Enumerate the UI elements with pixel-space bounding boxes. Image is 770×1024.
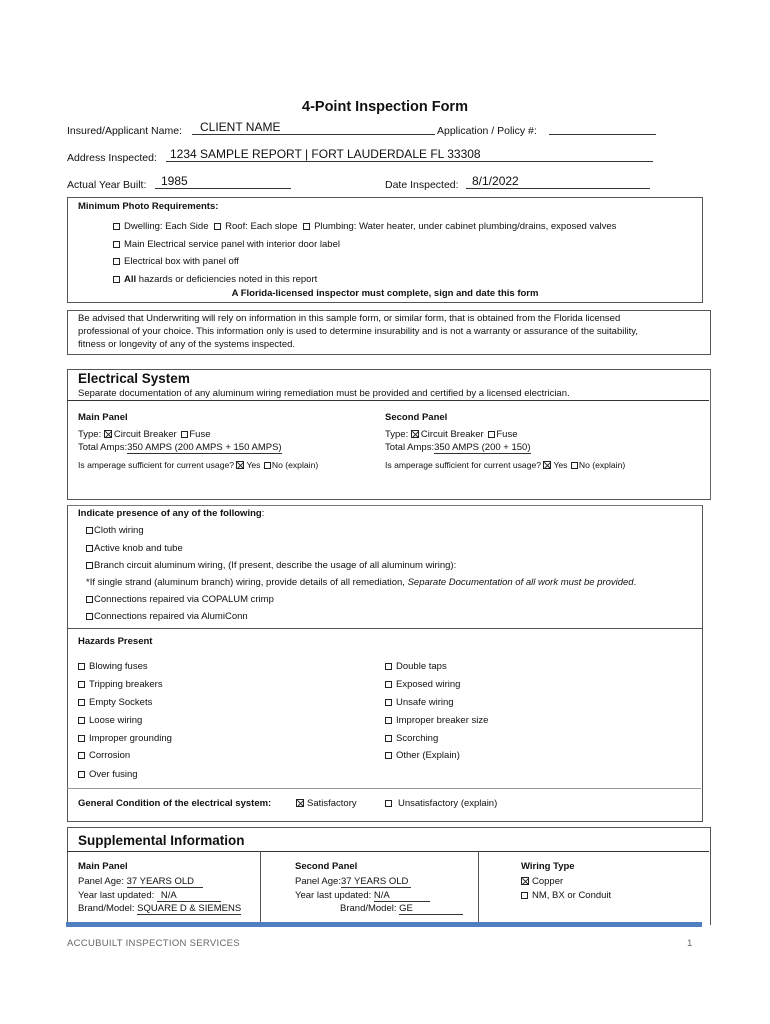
hazard-other xyxy=(385,750,460,761)
supp-main-updated-row xyxy=(78,890,221,902)
condition-divider xyxy=(67,788,701,789)
supp-second-updated-label: Year last updated: xyxy=(295,890,372,901)
main-sufficient-question: Is amperage sufficient for current usage? xyxy=(78,460,235,470)
main-amps-label: Total Amps: xyxy=(78,442,128,453)
electrical-box-checkbox[interactable] xyxy=(113,258,120,265)
roof-checkbox[interactable] xyxy=(214,223,221,230)
hazard-label: Empty Sockets xyxy=(89,697,153,708)
presence-heading-colon: : xyxy=(261,508,265,519)
dwelling-label: Dwelling: Each Side xyxy=(124,221,209,232)
supp-main-brand-row xyxy=(78,903,241,915)
hazard-checkbox[interactable] xyxy=(78,699,85,706)
photo-req-line-1 xyxy=(113,221,616,232)
page-number: 1 xyxy=(687,938,693,949)
hazard-unsafe-wiring xyxy=(385,697,454,708)
branch-aluminum-row xyxy=(86,560,456,571)
hazard-label: Scorching xyxy=(396,733,439,744)
second-breaker-label: Circuit Breaker xyxy=(420,429,484,440)
second-sufficient-question: Is amperage sufficient for current usage? xyxy=(385,460,542,470)
supplemental-col-divider-2 xyxy=(478,851,479,923)
hazard-double-taps xyxy=(385,661,447,672)
main-panel-sufficient-row xyxy=(78,460,318,470)
main-breaker-label: Circuit Breaker xyxy=(113,429,177,440)
advisory-line-2: professional of your choice. This information only is used to determine insurability and is not a warranty or assurance of the suitability, xyxy=(78,326,638,337)
photo-req-line-4 xyxy=(113,274,317,285)
supp-second-age-label: Panel Age: xyxy=(295,876,341,887)
second-yes-label: Yes xyxy=(553,460,568,470)
insured-label: Insured/Applicant Name: xyxy=(67,125,182,137)
main-breaker-checkbox[interactable] xyxy=(104,430,112,438)
separate-documentation-note: Separate Documentation of all work must be provided xyxy=(407,577,634,588)
year-built-underline xyxy=(155,188,291,189)
hazard-improper-breaker-size xyxy=(385,715,488,726)
second-amps-label: Total Amps: xyxy=(385,442,435,453)
condition-unsatisfactory xyxy=(385,798,497,809)
hazard-label: Improper grounding xyxy=(89,733,172,744)
main-no-checkbox[interactable] xyxy=(264,462,271,469)
electrical-subtitle: Separate documentation of any aluminum wiring remediation must be provided and certified by a licensed electrician. xyxy=(78,388,570,399)
main-yes-label: Yes xyxy=(246,460,261,470)
date-value[interactable]: 8/1/2022 xyxy=(472,174,519,188)
condition-label: General Condition of the electrical system: xyxy=(78,798,272,809)
second-panel-sufficient-row xyxy=(385,460,625,470)
hazards-heading: Hazards Present xyxy=(78,636,153,647)
address-label: Address Inspected: xyxy=(67,152,157,164)
hazard-checkbox[interactable] xyxy=(78,771,85,778)
hazards-photo-label: hazards or deficiencies noted in this report xyxy=(136,274,318,285)
unsatisfactory-checkbox[interactable] xyxy=(385,800,392,807)
second-panel-heading: Second Panel xyxy=(385,412,448,423)
hazards-photo-checkbox[interactable] xyxy=(113,276,120,283)
wiring-copper-row xyxy=(521,876,563,887)
hazard-label: Over fusing xyxy=(89,769,138,780)
photo-req-line-3 xyxy=(113,256,239,267)
knob-tube-label: Active knob and tube xyxy=(94,543,183,554)
main-no-label: No (explain) xyxy=(271,460,319,470)
supplemental-divider xyxy=(67,851,709,852)
supp-second-updated-value[interactable]: N/A xyxy=(374,890,430,902)
cloth-wiring-row xyxy=(86,525,144,536)
unsatisfactory-label: Unsatisfactory (explain) xyxy=(398,798,498,809)
hazard-label: Improper breaker size xyxy=(396,715,489,726)
electrical-box-label: Electrical box with panel off xyxy=(124,256,239,267)
supp-second-heading: Second Panel xyxy=(295,861,358,872)
supp-second-brand-row xyxy=(340,903,463,915)
second-fuse-checkbox[interactable] xyxy=(488,431,495,438)
main-fuse-checkbox[interactable] xyxy=(181,431,188,438)
hazard-label: Exposed wiring xyxy=(396,679,461,690)
condition-satisfactory xyxy=(296,798,357,809)
second-yes-checkbox[interactable] xyxy=(543,461,551,469)
electrical-divider xyxy=(67,400,709,401)
hazard-checkbox[interactable] xyxy=(78,663,85,670)
date-label: Date Inspected: xyxy=(385,179,459,191)
second-no-label: No (explain) xyxy=(578,460,626,470)
hazard-label: Double taps xyxy=(396,661,447,672)
copalum-checkbox[interactable] xyxy=(86,596,93,603)
nm-bx-conduit-checkbox[interactable] xyxy=(521,892,528,899)
hazard-improper-grounding xyxy=(78,733,172,744)
satisfactory-checkbox[interactable] xyxy=(296,799,304,807)
hazard-loose-wiring xyxy=(78,715,142,726)
second-type-label: Type: xyxy=(385,429,409,440)
alumiconn-checkbox[interactable] xyxy=(86,613,93,620)
single-strand-period: . xyxy=(633,577,637,588)
dwelling-checkbox[interactable] xyxy=(113,223,120,230)
main-fuse-label: Fuse xyxy=(189,429,211,440)
form-title: 4-Point Inspection Form xyxy=(302,99,468,115)
advisory-line-3: fitness or longevity of any of the systems inspected. xyxy=(78,339,296,350)
hazard-label: Other (Explain) xyxy=(396,750,460,761)
plumbing-checkbox[interactable] xyxy=(303,223,310,230)
supp-main-brand-label: Brand/Model: xyxy=(78,903,135,914)
hazard-checkbox[interactable] xyxy=(385,717,392,724)
supp-main-updated-value[interactable]: N/A xyxy=(157,890,221,902)
supp-second-updated-row xyxy=(295,890,430,902)
single-strand-note xyxy=(86,577,636,588)
hazard-checkbox[interactable] xyxy=(385,699,392,706)
year-built-label: Actual Year Built: xyxy=(67,179,147,191)
hazard-label: Loose wiring xyxy=(89,715,143,726)
supp-main-heading: Main Panel xyxy=(78,861,128,872)
copper-checkbox[interactable] xyxy=(521,877,529,885)
address-value[interactable]: 1234 SAMPLE REPORT | FORT LAUDERDALE FL 33308 xyxy=(170,147,481,161)
footer-company: ACCUBUILT INSPECTION SERVICES xyxy=(67,938,240,949)
hazard-checkbox[interactable] xyxy=(385,681,392,688)
hazard-corrosion xyxy=(78,750,130,761)
branch-aluminum-label: Branch circuit aluminum wiring, (If present, describe the usage of all aluminum wiring): xyxy=(94,560,457,571)
hazard-label: Unsafe wiring xyxy=(396,697,454,708)
supp-main-age-label: Panel Age: xyxy=(78,876,124,887)
single-strand-text: *If single strand (aluminum branch) wiring, provide details of all remediation, xyxy=(86,577,408,588)
advisory-line-1: Be advised that Underwriting will rely on information in this sample form, or similar form, that is obtained from the Florida licensed xyxy=(78,313,621,324)
plumbing-label: Plumbing: Water heater, under cabinet plumbing/drains, exposed valves xyxy=(314,221,617,232)
all-emphasis: All xyxy=(124,274,137,285)
supp-main-updated-label: Year last updated: xyxy=(78,890,155,901)
wiring-nm-row xyxy=(521,890,611,901)
year-built-value[interactable]: 1985 xyxy=(161,174,188,188)
second-fuse-label: Fuse xyxy=(496,429,518,440)
branch-aluminum-checkbox[interactable] xyxy=(86,562,93,569)
copalum-label: Connections repaired via COPALUM crimp xyxy=(94,594,274,605)
hazard-label: Corrosion xyxy=(89,750,131,761)
hazard-checkbox[interactable] xyxy=(78,717,85,724)
presence-heading-text: Indicate presence of any of the following xyxy=(78,508,262,519)
copalum-row xyxy=(86,594,274,605)
knob-tube-row xyxy=(86,543,183,554)
date-underline xyxy=(466,188,650,189)
hazard-scorching xyxy=(385,733,438,744)
license-notice: A Florida-licensed inspector must complete, sign and date this form xyxy=(231,288,539,299)
main-panel-type-row xyxy=(78,429,210,440)
wiring-type-heading: Wiring Type xyxy=(521,861,575,872)
main-yes-checkbox[interactable] xyxy=(236,461,244,469)
supp-second-age-value[interactable]: 37 YEARS OLD xyxy=(341,876,411,888)
supp-main-brand-value[interactable]: SQUARE D & SIEMENS xyxy=(137,903,242,914)
copper-label: Copper xyxy=(532,876,564,887)
alumiconn-label: Connections repaired via AlumiConn xyxy=(94,611,248,622)
hazard-label: Tripping breakers xyxy=(89,679,163,690)
second-panel-type-row xyxy=(385,429,517,440)
main-panel-photo-checkbox[interactable] xyxy=(113,241,120,248)
supp-second-brand-label: Brand/Model: xyxy=(340,903,397,914)
policy-field[interactable] xyxy=(549,134,656,135)
roof-label: Roof: Each slope xyxy=(225,221,298,232)
footer-rule xyxy=(66,922,702,927)
satisfactory-label: Satisfactory xyxy=(307,798,357,809)
hazard-blowing-fuses xyxy=(78,661,148,672)
second-breaker-checkbox[interactable] xyxy=(411,430,419,438)
alumiconn-row xyxy=(86,611,248,622)
main-panel-amps-row xyxy=(78,442,282,454)
cloth-wiring-label: Cloth wiring xyxy=(94,525,144,536)
supp-second-brand-value[interactable]: GE xyxy=(399,903,463,915)
cloth-wiring-checkbox[interactable] xyxy=(86,527,93,534)
hazard-checkbox[interactable] xyxy=(78,752,85,759)
photo-req-line-2 xyxy=(113,239,340,250)
photo-requirements-heading: Minimum Photo Requirements: xyxy=(78,201,219,212)
nm-bx-conduit-label: NM, BX or Conduit xyxy=(532,890,612,901)
hazard-label: Blowing fuses xyxy=(89,661,148,672)
hazard-checkbox[interactable] xyxy=(385,663,392,670)
supp-second-age-row xyxy=(295,876,411,888)
address-underline xyxy=(166,161,653,162)
supplemental-title: Supplemental Information xyxy=(78,833,245,848)
main-panel-photo-label: Main Electrical service panel with interior door label xyxy=(124,239,340,250)
insured-underline xyxy=(192,134,435,135)
main-amps-value[interactable]: 350 AMPS (200 AMPS + 150 AMPS) xyxy=(127,442,282,453)
hazard-checkbox[interactable] xyxy=(78,735,85,742)
electrical-title: Electrical System xyxy=(78,371,190,386)
main-type-label: Type: xyxy=(78,429,102,440)
hazard-tripping-breakers xyxy=(78,679,163,690)
insured-value[interactable]: CLIENT NAME xyxy=(200,120,281,134)
knob-tube-checkbox[interactable] xyxy=(86,545,93,552)
supp-main-age-row xyxy=(78,876,203,888)
presence-heading xyxy=(78,508,264,519)
hazard-empty-sockets xyxy=(78,697,152,708)
second-amps-value[interactable]: 350 AMPS (200 + 150) xyxy=(434,442,531,453)
hazard-checkbox[interactable] xyxy=(78,681,85,688)
second-panel-amps-row xyxy=(385,442,531,454)
main-panel-heading: Main Panel xyxy=(78,412,128,423)
hazard-exposed-wiring xyxy=(385,679,460,690)
hazard-over-fusing xyxy=(78,769,138,780)
policy-label: Application / Policy #: xyxy=(437,125,537,137)
supp-main-age-value[interactable]: 37 YEARS OLD xyxy=(127,876,203,888)
hazard-checkbox[interactable] xyxy=(385,735,392,742)
hazard-checkbox[interactable] xyxy=(385,752,392,759)
supplemental-col-divider-1 xyxy=(260,851,261,923)
second-no-checkbox[interactable] xyxy=(571,462,578,469)
